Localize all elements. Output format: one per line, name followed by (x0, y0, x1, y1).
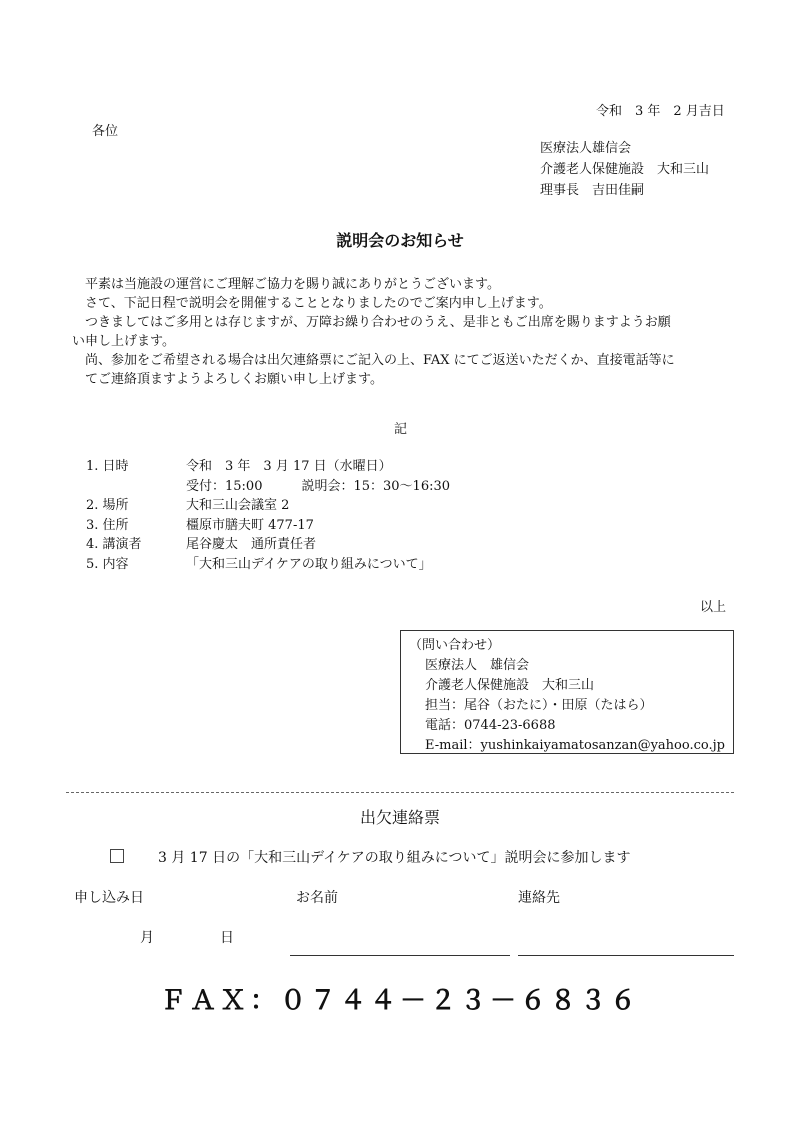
detail-row (86, 477, 450, 497)
body-line: 平素は当施設の運営にご理解ご協力を賜り誠にありがとうございます。 (72, 277, 500, 292)
contact-box (400, 630, 734, 754)
day-label: 日 (220, 930, 234, 946)
detail-value: 受付：15:00 説明会：15：30～16:30 (186, 478, 451, 494)
detail-label: 4. 講演者 (86, 537, 142, 552)
document-date: 令和 3 年 2 月吉日 (596, 104, 725, 119)
attend-checkbox[interactable] (110, 849, 124, 863)
attend-text: 3 月 17 日の「大和三山デイケアの取り組みについて」説明会に参加します (158, 850, 631, 866)
body-line: てご連絡頂ますようよろしくお願い申し上げます。 (72, 372, 383, 387)
name-field-line[interactable] (290, 955, 510, 956)
detail-label: 3. 住所 (86, 517, 129, 533)
detail-row (86, 516, 450, 536)
detail-label: 2. 場所 (86, 498, 129, 513)
addressee: 各位 (92, 124, 119, 139)
detail-value: 橿原市膳夫町 477-17 (186, 517, 314, 533)
contact-line: 医療法人 雄信会 (425, 658, 530, 673)
contact-label: 連絡先 (518, 890, 560, 906)
detail-value: 尾谷慶太 通所責任者 (186, 537, 317, 552)
detail-value: 令和 3 年 3 月 17 日（水曜日） (186, 459, 392, 474)
ki-heading: 記 (394, 422, 408, 437)
detail-value: 大和三山会議室 2 (186, 498, 290, 513)
detail-label: 5. 内容 (86, 556, 129, 572)
contact-field-line[interactable] (518, 955, 734, 956)
contact-email: E-mail：yushinkaiyamatosanzan@yahoo.co.jp (425, 738, 725, 753)
sender-facility: 介護老人保健施設 大和三山 (540, 162, 710, 177)
page-title: 説明会のお知らせ (336, 231, 464, 250)
detail-row (86, 555, 450, 575)
sender-chairman: 理事長 吉田佳嗣 (540, 183, 645, 198)
body-line: つきましてはご多用とは存じますが、万障お繰り合わせのうえ、是非ともご出席を賜りますようお願 (72, 315, 671, 330)
body-line: 尚、参加をご希望される場合は出欠連絡票にご記入の上、FAX にてご返送いただくか、直接電話等に (72, 353, 675, 368)
application-date-label: 申し込み日 (74, 890, 144, 906)
contact-phone: 電話：0744-23-6688 (425, 718, 556, 733)
name-label: お名前 (296, 890, 338, 906)
detail-label: 1. 日時 (86, 459, 129, 474)
form-title: 出欠連絡票 (359, 808, 440, 827)
attend-option (110, 847, 631, 867)
detail-value: 「大和三山デイケアの取り組みについて」 (186, 556, 432, 572)
contact-line: 介護老人保健施設 大和三山 (425, 678, 595, 693)
detail-row (86, 496, 450, 516)
body-text (72, 275, 742, 389)
sender-block (540, 138, 709, 201)
body-line: い申し上げます。 (72, 334, 175, 349)
detail-row (86, 457, 450, 477)
contact-line: 担当：尾谷（おたに）・田原（たはら） (425, 698, 653, 713)
closing-ijo: 以上 (700, 600, 727, 615)
contact-heading: （問い合わせ） (409, 638, 501, 653)
fax-number: ＦＡＸ：０７４４－２３－６８３６ (159, 986, 640, 1016)
sender-org: 医療法人雄信会 (540, 141, 632, 156)
body-line: さて、下記日程で説明会を開催することとなりましたのでご案内申し上げます。 (72, 296, 552, 311)
month-label: 月 (140, 930, 154, 946)
detail-label (86, 477, 186, 497)
detail-row (86, 535, 450, 555)
details-list (86, 457, 450, 574)
cut-line-divider (66, 792, 734, 793)
